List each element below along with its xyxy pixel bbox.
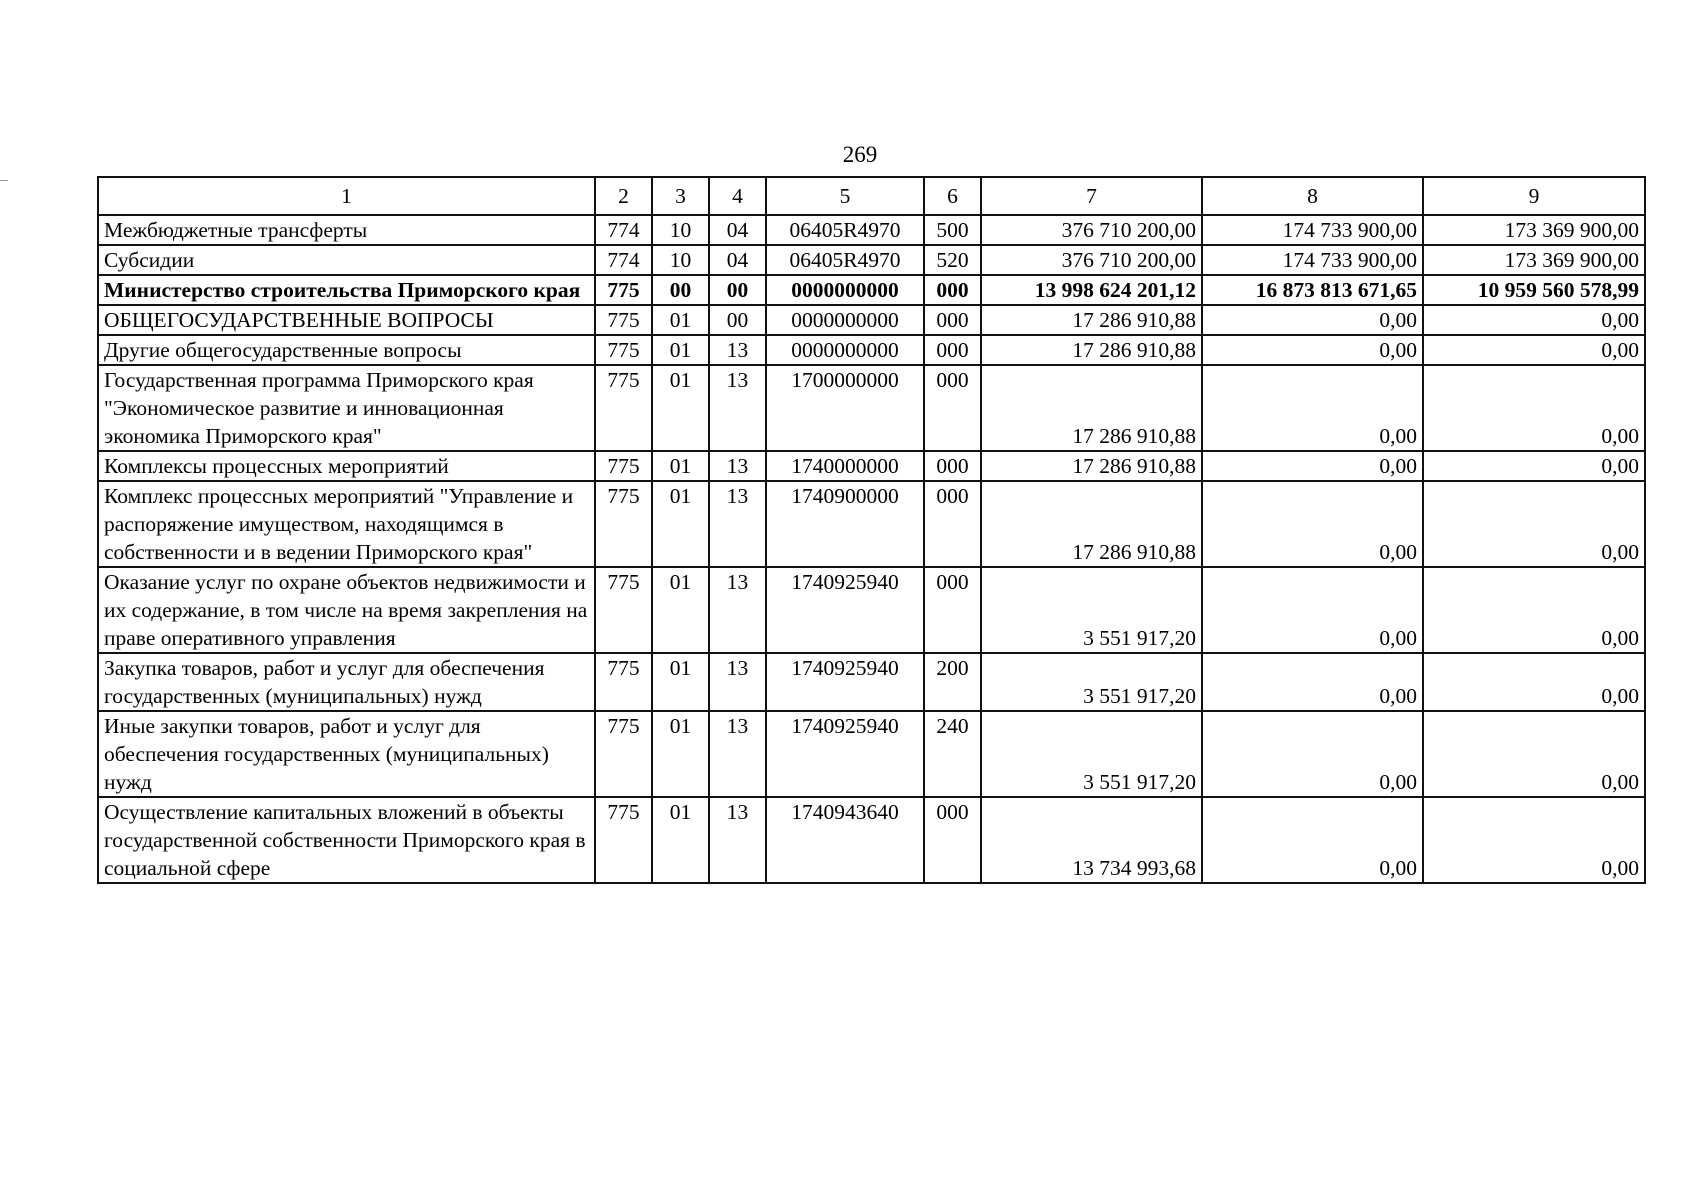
row-name-cell: Комплекс процессных мероприятий "Управление и распоряжение имуществом, находящимся в собственности и в ведении Приморского края" (98, 481, 595, 567)
row-name-cell: Государственная программа Приморского края "Экономическое развитие и инновационная экономика Приморского края" (98, 365, 595, 451)
amount-cell-year1: 3 551 917,20 (981, 653, 1202, 711)
header-row (98, 177, 1645, 215)
amount-cell-year3: 173 369 900,00 (1423, 215, 1645, 245)
amount-cell-year2: 0,00 (1202, 305, 1423, 335)
target-article-cell: 1740000000 (766, 451, 924, 481)
amount-cell-year2: 0,00 (1202, 481, 1423, 567)
amount-cell-year3: 0,00 (1423, 797, 1645, 883)
amount-cell-year2: 0,00 (1202, 365, 1423, 451)
section-cell: 01 (652, 481, 709, 567)
amount-cell-year2: 0,00 (1202, 797, 1423, 883)
subsection-cell: 13 (709, 451, 766, 481)
row-name-cell: Комплексы процессных мероприятий (98, 451, 595, 481)
section-cell: 01 (652, 711, 709, 797)
row-name-cell: Иные закупки товаров, работ и услуг для обеспечения государственных (муниципальных) нужд (98, 711, 595, 797)
code-cell: 775 (595, 335, 652, 365)
section-cell: 10 (652, 215, 709, 245)
section-cell: 01 (652, 797, 709, 883)
amount-cell-year2: 0,00 (1202, 711, 1423, 797)
page-number: 269 (842, 142, 878, 167)
table-row (98, 653, 1645, 711)
expense-type-cell: 000 (924, 275, 981, 305)
section-cell: 01 (652, 653, 709, 711)
expense-type-cell: 520 (924, 245, 981, 275)
expense-type-cell: 000 (924, 365, 981, 451)
table-row (98, 797, 1645, 883)
expense-type-cell: 000 (924, 567, 981, 653)
table-row (98, 215, 1645, 245)
subsection-cell: 04 (709, 245, 766, 275)
row-name-cell: Министерство строительства Приморского края (98, 275, 595, 305)
row-name-cell: Оказание услуг по охране объектов недвижимости и их содержание, в том числе на время закрепления на праве оперативного управления (98, 567, 595, 653)
header-cell: 7 (981, 177, 1202, 215)
subsection-cell: 13 (709, 335, 766, 365)
amount-cell-year3: 0,00 (1423, 711, 1645, 797)
row-name-cell: Субсидии (98, 245, 595, 275)
amount-cell-year2: 0,00 (1202, 335, 1423, 365)
code-cell: 775 (595, 797, 652, 883)
budget-table (97, 176, 1646, 884)
subsection-cell: 00 (709, 275, 766, 305)
amount-cell-year2: 0,00 (1202, 653, 1423, 711)
header-cell: 4 (709, 177, 766, 215)
amount-cell-year3: 0,00 (1423, 653, 1645, 711)
amount-cell-year1: 17 286 910,88 (981, 305, 1202, 335)
amount-cell-year1: 17 286 910,88 (981, 335, 1202, 365)
subsection-cell: 04 (709, 215, 766, 245)
table-row (98, 567, 1645, 653)
row-name-cell: Другие общегосударственные вопросы (98, 335, 595, 365)
amount-cell-year1: 13 734 993,68 (981, 797, 1202, 883)
amount-cell-year1: 17 286 910,88 (981, 481, 1202, 567)
code-cell: 774 (595, 245, 652, 275)
code-cell: 775 (595, 711, 652, 797)
section-cell: 00 (652, 275, 709, 305)
amount-cell-year2: 0,00 (1202, 451, 1423, 481)
section-cell: 01 (652, 451, 709, 481)
amount-cell-year1: 376 710 200,00 (981, 215, 1202, 245)
amount-cell-year3: 0,00 (1423, 335, 1645, 365)
amount-cell-year3: 0,00 (1423, 567, 1645, 653)
row-name-cell: Межбюджетные трансферты (98, 215, 595, 245)
subsection-cell: 13 (709, 653, 766, 711)
target-article-cell: 06405R4970 (766, 245, 924, 275)
subsection-cell: 13 (709, 567, 766, 653)
section-cell: 01 (652, 305, 709, 335)
expense-type-cell: 000 (924, 305, 981, 335)
expense-type-cell: 000 (924, 797, 981, 883)
target-article-cell: 1740925940 (766, 653, 924, 711)
amount-cell-year1: 376 710 200,00 (981, 245, 1202, 275)
table-row (98, 245, 1645, 275)
amount-cell-year1: 13 998 624 201,12 (981, 275, 1202, 305)
header-cell: 9 (1423, 177, 1645, 215)
section-cell: 01 (652, 335, 709, 365)
row-name-cell: ОБЩЕГОСУДАРСТВЕННЫЕ ВОПРОСЫ (98, 305, 595, 335)
expense-type-cell: 000 (924, 481, 981, 567)
expense-type-cell: 240 (924, 711, 981, 797)
section-cell: 01 (652, 365, 709, 451)
header-cell: 1 (98, 177, 595, 215)
expense-type-cell: 000 (924, 335, 981, 365)
code-cell: 774 (595, 215, 652, 245)
expense-type-cell: 200 (924, 653, 981, 711)
table-body (98, 177, 1645, 883)
target-article-cell: 1700000000 (766, 365, 924, 451)
target-article-cell: 1740925940 (766, 711, 924, 797)
subsection-cell: 00 (709, 305, 766, 335)
amount-cell-year3: 0,00 (1423, 305, 1645, 335)
amount-cell-year3: 173 369 900,00 (1423, 245, 1645, 275)
amount-cell-year3: 10 959 560 578,99 (1423, 275, 1645, 305)
amount-cell-year2: 0,00 (1202, 567, 1423, 653)
code-cell: 775 (595, 275, 652, 305)
amount-cell-year2: 174 733 900,00 (1202, 245, 1423, 275)
target-article-cell: 0000000000 (766, 275, 924, 305)
table-row (98, 481, 1645, 567)
table-row (98, 365, 1645, 451)
code-cell: 775 (595, 481, 652, 567)
target-article-cell: 1740925940 (766, 567, 924, 653)
amount-cell-year3: 0,00 (1423, 481, 1645, 567)
expense-type-cell: 000 (924, 451, 981, 481)
header-cell: 6 (924, 177, 981, 215)
margin-tick (0, 180, 8, 181)
target-article-cell: 1740943640 (766, 797, 924, 883)
header-cell: 3 (652, 177, 709, 215)
subsection-cell: 13 (709, 711, 766, 797)
header-cell: 8 (1202, 177, 1423, 215)
row-name-cell: Осуществление капитальных вложений в объекты государственной собственности Приморского края в социальной сфере (98, 797, 595, 883)
section-cell: 01 (652, 567, 709, 653)
code-cell: 775 (595, 365, 652, 451)
table-row (98, 451, 1645, 481)
amount-cell-year2: 16 873 813 671,65 (1202, 275, 1423, 305)
table-row (98, 305, 1645, 335)
code-cell: 775 (595, 653, 652, 711)
table-row (98, 335, 1645, 365)
target-article-cell: 06405R4970 (766, 215, 924, 245)
code-cell: 775 (595, 567, 652, 653)
header-cell: 2 (595, 177, 652, 215)
expense-type-cell: 500 (924, 215, 981, 245)
target-article-cell: 1740900000 (766, 481, 924, 567)
subsection-cell: 13 (709, 797, 766, 883)
subsection-cell: 13 (709, 365, 766, 451)
row-name-cell: Закупка товаров, работ и услуг для обеспечения государственных (муниципальных) нужд (98, 653, 595, 711)
target-article-cell: 0000000000 (766, 305, 924, 335)
code-cell: 775 (595, 451, 652, 481)
amount-cell-year1: 3 551 917,20 (981, 711, 1202, 797)
section-cell: 10 (652, 245, 709, 275)
code-cell: 775 (595, 305, 652, 335)
amount-cell-year1: 17 286 910,88 (981, 451, 1202, 481)
amount-cell-year2: 174 733 900,00 (1202, 215, 1423, 245)
header-cell: 5 (766, 177, 924, 215)
amount-cell-year1: 3 551 917,20 (981, 567, 1202, 653)
amount-cell-year3: 0,00 (1423, 365, 1645, 451)
table-row (98, 275, 1645, 305)
subsection-cell: 13 (709, 481, 766, 567)
amount-cell-year3: 0,00 (1423, 451, 1645, 481)
amount-cell-year1: 17 286 910,88 (981, 365, 1202, 451)
target-article-cell: 0000000000 (766, 335, 924, 365)
table-row (98, 711, 1645, 797)
